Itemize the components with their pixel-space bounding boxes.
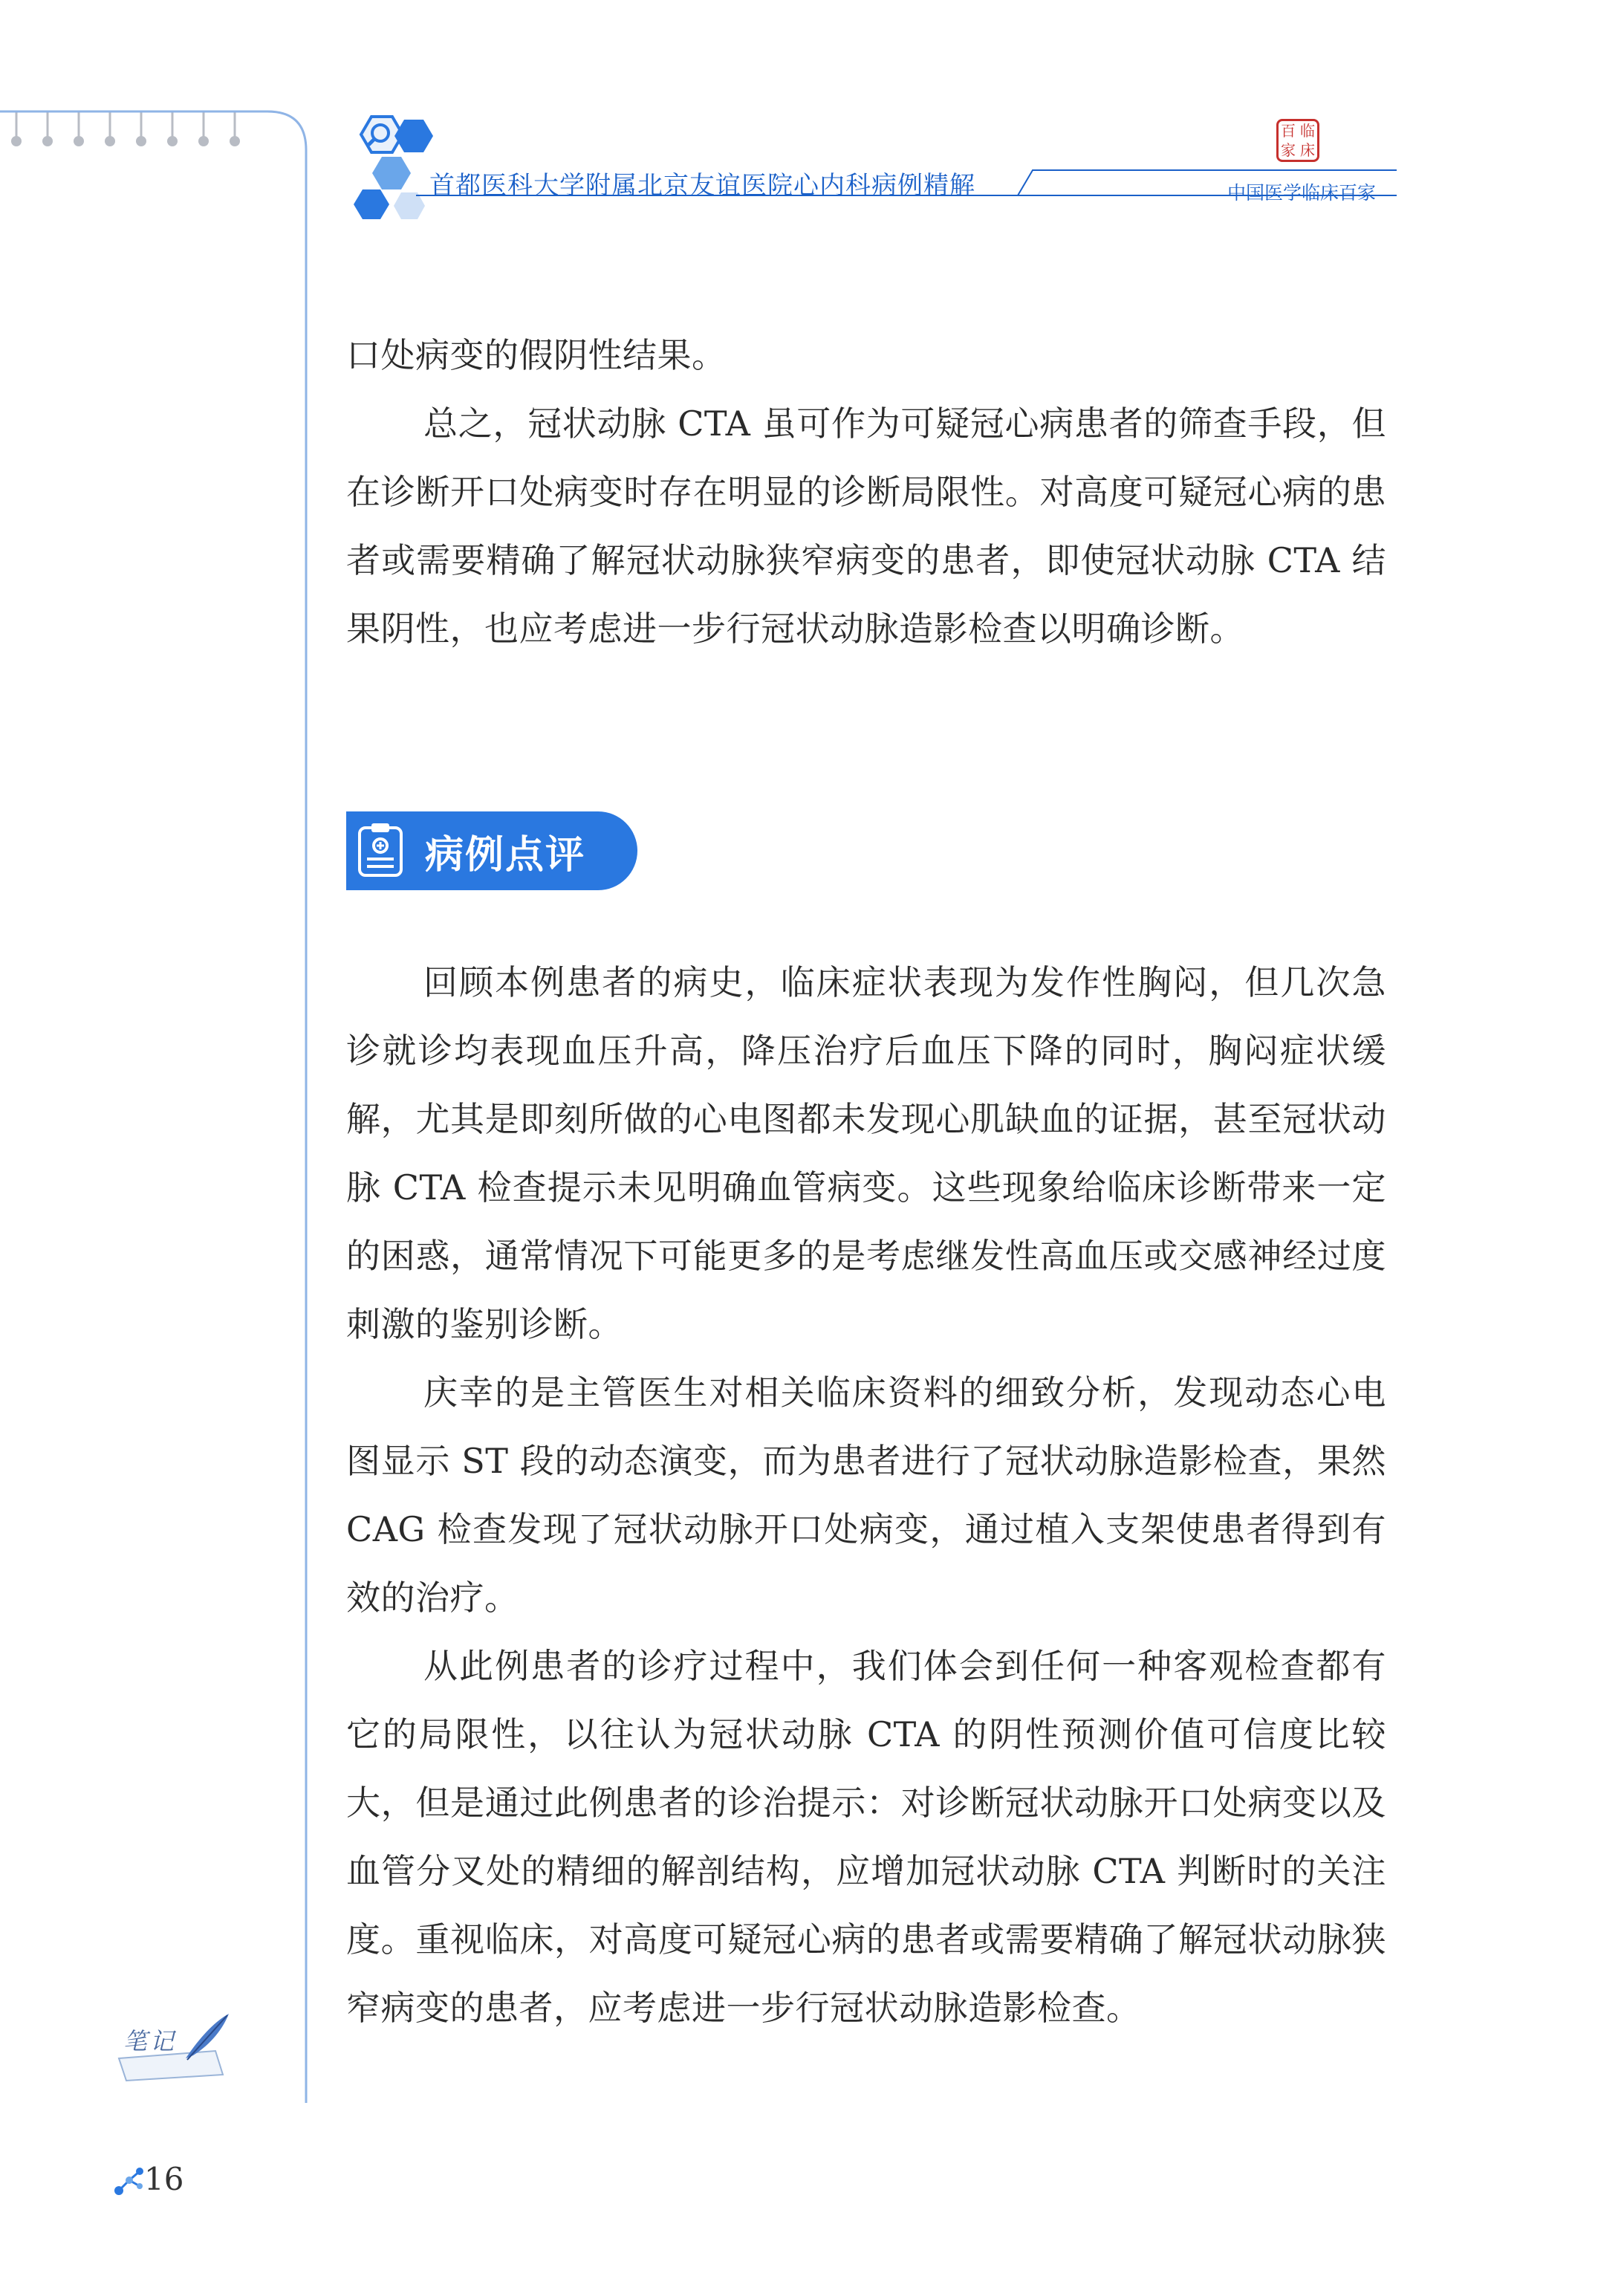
clipboard-icon [355,822,409,880]
notes-label: 笔记 [123,2027,178,2055]
paragraph-continuation: 口处病变的假阴性结果。 [346,335,727,375]
series-seal-logo: 百 临 家 床 [1276,119,1319,162]
paragraph-summary: 总之，冠状动脉 CTA 虽可作为可疑冠心病患者的筛查手段，但在诊断开口处病变时存在明显的诊断局限性。对高度可疑冠心病的患者或需要精确了解冠状动脉狭窄病变的患者，即使冠状动脉 CTA 结果阴性，也应考虑进一步行冠状动脉造影检查以明确诊断。 [346,403,1386,649]
molecule-icon [111,2164,146,2198]
book-title: 首都医科大学附属北京友谊医院心内科病例精解 [429,171,975,201]
section-title: 病例点评 [425,832,586,878]
paragraph-diagnosis: 庆幸的是主管医生对相关临床资料的细致分析，发现动态心电图显示 ST 段的动态演变，而为患者进行了冠状动脉造影检查，果然 CAG 检查发现了冠状动脉开口处病变，通过植入支架使患者得到有效的治疗。 [346,1372,1386,1618]
page-number: 16 [144,2161,184,2197]
margin-rule [0,104,319,2110]
paragraph-case-review: 回顾本例患者的病史，临床症状表现为发作性胸闷，但几次急诊就诊均表现血压升高，降压治疗后血压下降的同时，胸闷症状缓解，尤其是即刻所做的心电图都未发现心肌缺血的证据，甚至冠状动脉 CTA 检查提示未见明确血管病变。这些现象给临床诊断带来一定的困惑，通常情况下可能更多的是考虑继发性高血压或交感神经过度刺激的鉴别诊断。 [346,962,1386,1344]
series-name: 中国医学临床百家 [1227,182,1377,204]
section-heading [346,811,637,890]
paragraph-lessons: 从此例患者的诊疗过程中，我们体会到任何一种客观检查都有它的局限性，以往认为冠状动脉 CTA 的阴性预测价值可信度比较大，但是通过此例患者的诊治提示：对诊断冠状动脉开口处病变以及血管分叉处的精细的解剖结构，应增加冠状动脉 CTA 判断时的关注度。重视临床，对高度可疑冠心病的患者或需要精确了解冠状动脉狭窄病变的患者，应考虑进一步行冠状动脉造影检查。 [346,1646,1386,2028]
